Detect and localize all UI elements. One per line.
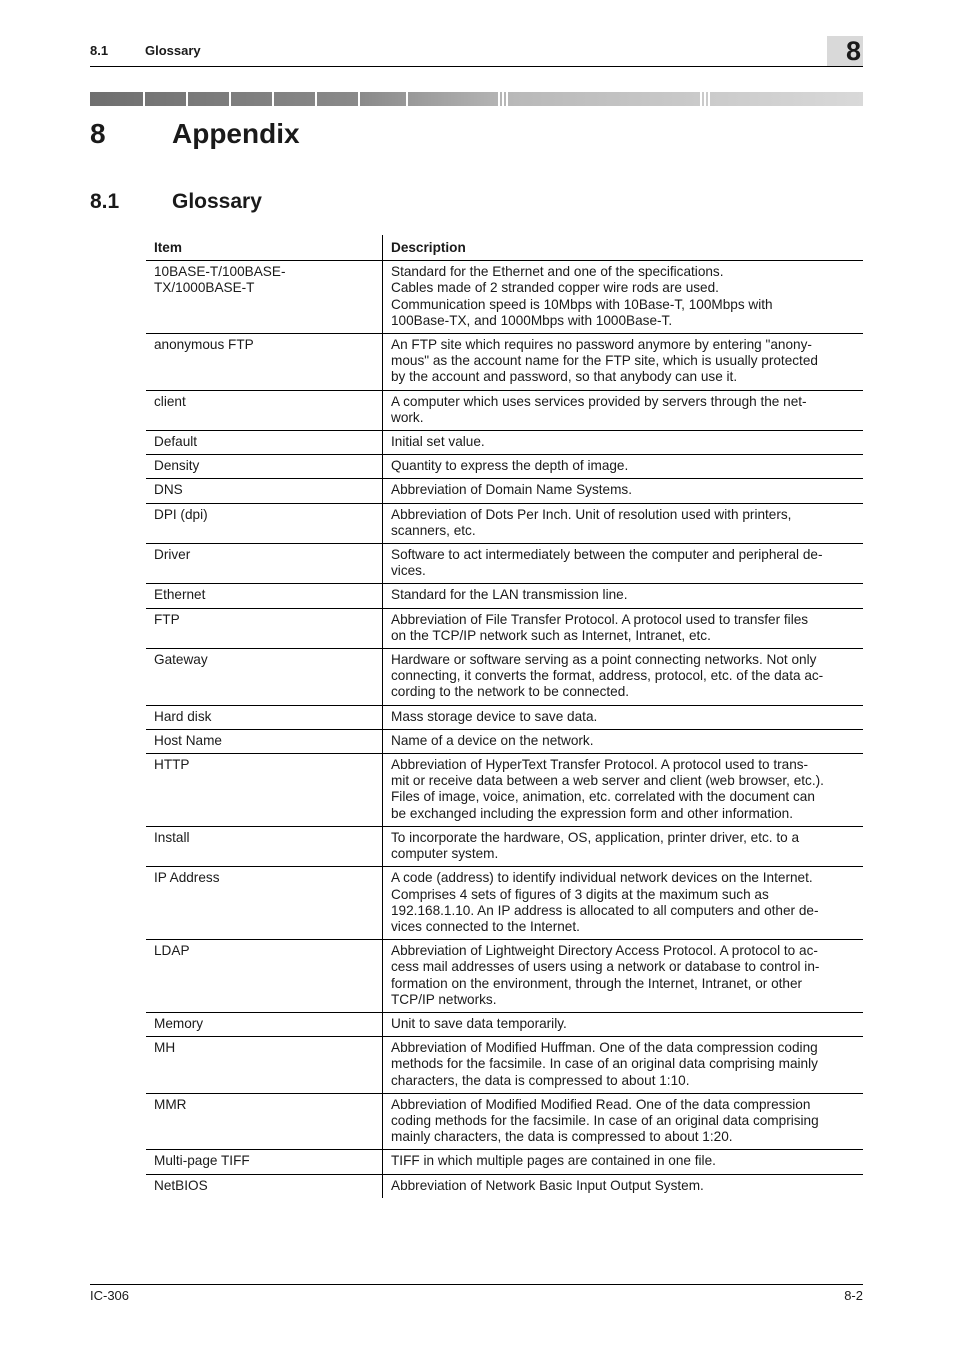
decorative-bar (90, 92, 863, 106)
term-cell: LDAP (146, 940, 383, 1013)
description-cell: A computer which uses services provided by servers through the net- work. (383, 390, 864, 430)
description-cell: Quantity to express the depth of image. (383, 455, 864, 479)
table-row (146, 431, 863, 455)
term-cell: FTP (146, 608, 383, 648)
term-cell: Ethernet (146, 584, 383, 608)
term-cell: Memory (146, 1012, 383, 1036)
table-row (146, 1037, 863, 1094)
term-cell: Gateway (146, 649, 383, 706)
table-row (146, 1093, 863, 1150)
description-cell: Unit to save data temporarily. (383, 1012, 864, 1036)
running-footer (90, 1284, 863, 1303)
table-row (146, 940, 863, 1013)
term-cell: anonymous FTP (146, 334, 383, 391)
table-row (146, 261, 863, 334)
term-cell: client (146, 390, 383, 430)
description-cell: Hardware or software serving as a point connecting networks. Not only connecting, it converts the format, address, protocol, etc. of the data ac- cording to the network to be connected. (383, 649, 864, 706)
term-cell: DPI (dpi) (146, 503, 383, 543)
description-cell: Standard for the Ethernet and one of the specifications. Cables made of 2 stranded copper wire rods are used. Communication speed is 10Mbps with 10Base-T, 100Mbps with 100Base-TX, and 1000Mbps with 1000Base-T. (383, 261, 864, 334)
term-cell: NetBIOS (146, 1174, 383, 1198)
description-cell: Abbreviation of Modified Huffman. One of the data compression coding methods for the facsimile. In case of an original data comprising mainly characters, the data is compressed to about 1:10. (383, 1037, 864, 1094)
table-row (146, 479, 863, 503)
description-cell: TIFF in which multiple pages are contained in one file. (383, 1150, 864, 1174)
table-row (146, 503, 863, 543)
table-header-row (146, 235, 863, 261)
term-cell: IP Address (146, 867, 383, 940)
section-heading (90, 190, 262, 214)
chapter-title: Appendix (172, 118, 300, 149)
table-row (146, 754, 863, 827)
description-cell: Abbreviation of Lightweight Directory Access Protocol. A protocol to ac- cess mail addresses of users using a network or database to control in- formation on the environment, through the Internet, Intranet, or other TCP/IP networks. (383, 940, 864, 1013)
header-section-name: Glossary (145, 43, 201, 58)
description-cell: Software to act intermediately between the computer and peripheral de- vices. (383, 544, 864, 584)
section-title: Glossary (172, 190, 262, 213)
table-row (146, 608, 863, 648)
term-cell: Multi-page TIFF (146, 1150, 383, 1174)
header-section-number: 8.1 (90, 43, 109, 58)
table-row (146, 544, 863, 584)
chapter-heading (90, 118, 300, 150)
table-row (146, 1012, 863, 1036)
table-row (146, 455, 863, 479)
table-row (146, 826, 863, 866)
description-cell: Abbreviation of Domain Name Systems. (383, 479, 864, 503)
table-row (146, 867, 863, 940)
term-cell: 10BASE-T/100BASE- TX/1000BASE-T (146, 261, 383, 334)
term-cell: Host Name (146, 729, 383, 753)
table-row (146, 729, 863, 753)
description-cell: Abbreviation of Network Basic Input Output System. (391, 1177, 704, 1193)
table-row (146, 584, 863, 608)
term-cell: DNS (146, 479, 383, 503)
description-cell: Mass storage device to save data. (383, 705, 864, 729)
table-row (146, 390, 863, 430)
table-row (146, 1174, 863, 1198)
table-row (146, 649, 863, 706)
footer-page-number: 8-2 (844, 1288, 863, 1303)
term-cell: Install (146, 826, 383, 866)
description-cell: Abbreviation of Modified Modified Read. One of the data compression coding methods for the facsimile. In case of an original data comprising mainly characters, the data is compressed to about 1:20. (383, 1093, 864, 1150)
term-cell: MH (146, 1037, 383, 1094)
description-cell: Initial set value. (383, 431, 864, 455)
description-cell: Name of a device on the network. (383, 729, 864, 753)
chapter-badge: 8 (827, 36, 863, 66)
footer-model: IC-306 (90, 1288, 130, 1303)
description-cell: Abbreviation of Dots Per Inch. Unit of resolution used with printers, scanners, etc. (383, 503, 864, 543)
description-cell: An FTP site which requires no password anymore by entering "anony- mous" as the account name for the FTP site, which is usually protected by the account and password, so that anybody can use it. (383, 334, 864, 391)
description-cell: A code (address) to identify individual network devices on the Internet. Comprises 4 sets of figures of 3 digits at the maximum such as 192.168.1.10. An IP address is allocated to all computers and other de- vices connected to the Internet. (383, 867, 864, 940)
term-cell: Hard disk (146, 705, 383, 729)
term-cell: Default (146, 431, 383, 455)
term-cell: Density (146, 455, 383, 479)
glossary-body (146, 261, 863, 1198)
table-row (146, 1150, 863, 1174)
term-cell: MMR (146, 1093, 383, 1150)
table-row (146, 334, 863, 391)
description-cell: Abbreviation of HyperText Transfer Protocol. A protocol used to trans- mit or receive data between a web server and client (web browser, etc.). Files of image, voice, animation, etc. correlated with the document can be exchanged including the expression form and other information. (383, 754, 864, 827)
chapter-number: 8 (90, 118, 106, 149)
column-header-item: Item (146, 235, 383, 261)
column-header-description: Description (383, 235, 864, 261)
description-cell: Standard for the LAN transmission line. (383, 584, 864, 608)
table-row (146, 705, 863, 729)
section-number: 8.1 (90, 190, 120, 213)
term-cell: HTTP (146, 754, 383, 827)
description-cell: Abbreviation of File Transfer Protocol. A protocol used to transfer files on the TCP/IP network such as Internet, Intranet, etc. (383, 608, 864, 648)
glossary-table (146, 235, 863, 1198)
term-cell: Driver (146, 544, 383, 584)
running-header (90, 36, 863, 67)
description-cell: To incorporate the hardware, OS, application, printer driver, etc. to a computer system. (383, 826, 864, 866)
